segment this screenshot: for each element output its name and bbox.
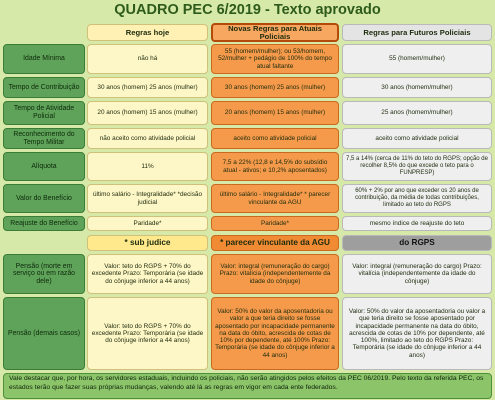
subheader-sub-judice: * sub judice	[87, 235, 208, 251]
reajuste-atuais: Paridade*	[211, 216, 339, 231]
pensao-servico-atuais: Valor: integral (remuneração do cargo) Prazo: vitalícia (independentemente da idade do cônjuge)	[211, 254, 339, 294]
column-header-regras-hoje: Regras hoje	[87, 24, 208, 41]
militar-atuais: aceito como atividade policial	[211, 128, 339, 149]
idade-atuais: 55 (homem/mulher); ou 53/homem, 52/mulher + pedágio de 100% do tempo atual faltante	[211, 44, 339, 74]
militar-hoje: não aceito como atividade policial	[87, 128, 208, 149]
idade-hoje: não há	[87, 44, 208, 74]
row-label-idade-minima: Idade Mínima	[3, 44, 85, 74]
footnote: Vale destacar que, por hora, os servidores estaduais, incluindo os policiais, não serão atingidos pelos efeitos da PEC 06/2019. Pelo texto da referida PEC, os estados terão que fazer suas próprias mudanças, valendo até lá as regras em vigor em cada ente federados.	[3, 373, 492, 399]
column-header-atuais-policiais: Novas Regras para Atuais Policiais	[211, 23, 339, 42]
pensao-demais-hoje: Valor: teto do RGPS + 70% do excedente Prazo: Temporária (se idade do cônjuge inferior a 44 anos)	[87, 297, 208, 370]
row-label-pensao-servico: Pensão (morte em serviço ou em razão dele)	[3, 254, 85, 294]
row-label-valor-beneficio: Valor do Benefício	[3, 184, 85, 213]
pensao-servico-hoje: Valor: teto do RGPS + 70% do excedente Prazo: Temporária (se idade do cônjuge inferior a 44 anos)	[87, 254, 208, 294]
subheader-rgps: do RGPS	[342, 235, 492, 251]
column-header-futuros-policiais: Regras para Futuros Policiais	[342, 24, 492, 41]
beneficio-atuais: último salário - Integralidade* * parecer vinculante da AGU	[211, 184, 339, 213]
idade-futuros: 55 (homem/mulher)	[342, 44, 492, 74]
contribuicao-hoje: 30 anos (homem) 25 anos (mulher)	[87, 77, 208, 98]
row-label-pensao-demais: Pensão (demais casos)	[3, 297, 85, 370]
contribuicao-futuros: 30 anos (homem/mulher)	[342, 77, 492, 98]
row-label-aliquota: Alíquota	[3, 152, 85, 181]
aliquota-futuros: 7,5 a 14% (cerca de 11% do teto do RGPS; opção de recolher 8,5% do que excede o teto para o FUNPRESP)	[342, 152, 492, 181]
atividade-atuais: 20 anos (homem) 15 anos (mulher)	[211, 101, 339, 125]
row-label-tempo-atividade: Tempo de Atividade Policial	[3, 101, 85, 125]
aliquota-atuais: 7,5 a 22% (12,8 e 14,5% do subsídio atual - ativos; e 10,2% aposentados)	[211, 152, 339, 181]
atividade-futuros: 25 anos (homem/mulher)	[342, 101, 492, 125]
page-title: QUADRO PEC 6/2019 - Texto aprovado	[114, 2, 381, 18]
pensao-demais-futuros: Valor: 50% do valor da aposentadoria ou valor a que teria direito se fosse aposentado por incapacidade permanente na data do óbito, acrescida de cotas de 10% por dependente, até 100%, limitado ao teto do RGPS Prazo: Temporária (se idade do cônjuge inferior a 44 anos)	[342, 297, 492, 370]
row-label-reajuste: Reajuste do Benefício	[3, 216, 85, 231]
reajuste-hoje: Paridade*	[87, 216, 208, 231]
aliquota-hoje: 11%	[87, 152, 208, 181]
atividade-hoje: 20 anos (homem) 15 anos (mulher)	[87, 101, 208, 125]
subheader-parecer-agu: * parecer vinculante da AGU	[211, 235, 339, 251]
row-label-tempo-militar: Reconhecimento do Tempo Militar	[3, 128, 85, 149]
beneficio-hoje: último salário - Integralidade* *decisão judicial	[87, 184, 208, 213]
militar-futuros: aceito como atividade policial	[342, 128, 492, 149]
pensao-servico-futuros: Valor: integral (remuneração do cargo) Prazo: vitalícia (independentemente da idade do cônjuge)	[342, 254, 492, 294]
contribuicao-atuais: 30 anos (homem) 25 anos (mulher)	[211, 77, 339, 98]
row-label-tempo-contribuicao: Tempo de Contribuição	[3, 77, 85, 98]
pensao-demais-atuais: Valor: 50% do valor da aposentadoria ou valor a que teria direito se fosse aposentado por incapacidade permanente na data do óbito, acrescida de cotas de 10% por dependente, até 100% Prazo: Temporária (se idade do cônjuge inferior a 44 anos)	[211, 297, 339, 370]
reajuste-futuros: mesmo índice de reajuste do teto	[342, 216, 492, 231]
beneficio-futuros: 60% + 2% por ano que exceder os 20 anos de contribuição, da média de todas contribuições, limitado ao teto do RGPS	[342, 184, 492, 213]
